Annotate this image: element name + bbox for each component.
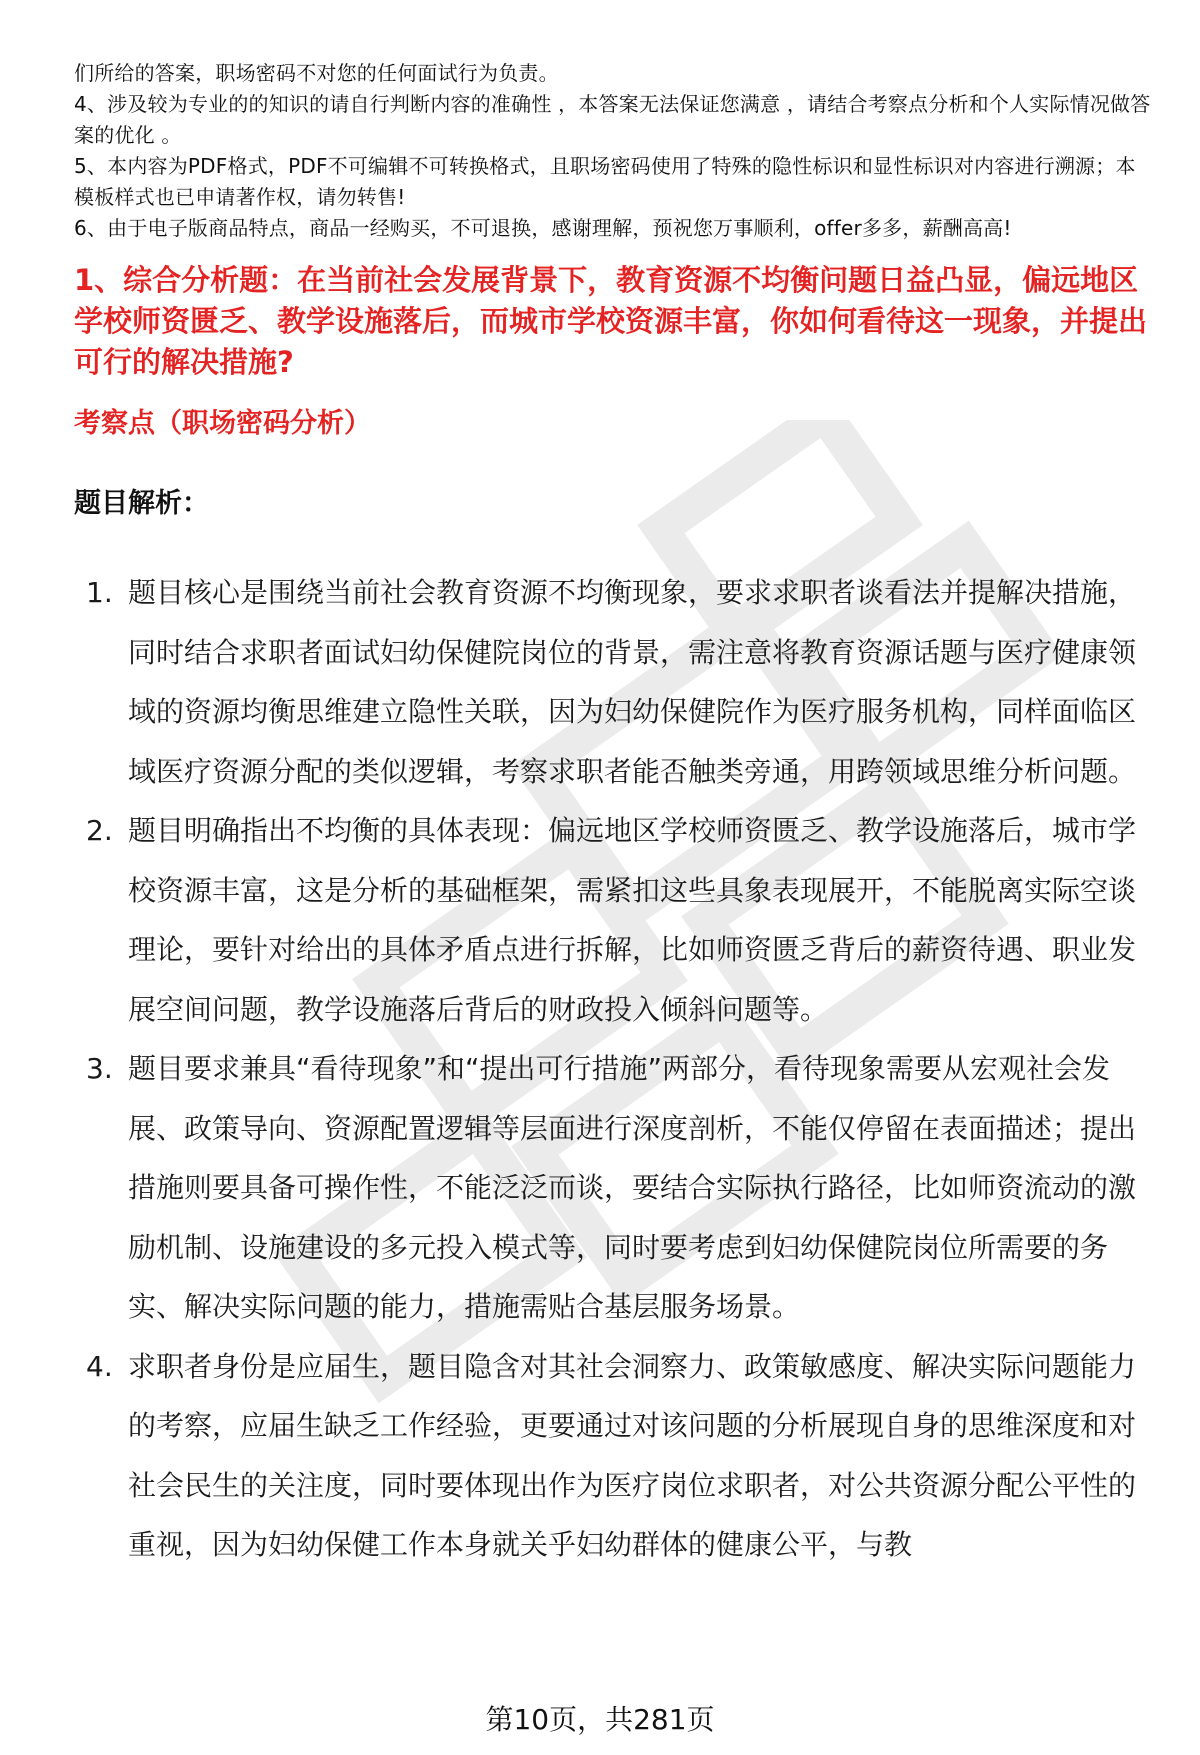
analysis-item-number: 4. <box>86 1349 113 1383</box>
analysis-item <box>74 563 1154 801</box>
analysis-item-text: 题目要求兼具“看待现象”和“提出可行措施”两部分，看待现象需要从宏观社会发展、政策导向、资源配置逻辑等层面进行深度剖析，不能仅停留在表面描述；提出措施则要具备可操作性，不能泛泛而谈，要结合实际执行路径，比如师资流动的激励机制、设施建设的多元投入模式等，同时要考虑到妇幼保健院岗位所需要的务实、解决实际问题的能力，措施需贴合基层服务场景。 <box>128 1052 1137 1323</box>
notice-line: 们所给的答案，职场密码不对您的任何面试行为负责。 <box>74 61 559 85</box>
analysis-item-text: 题目核心是围绕当前社会教育资源不均衡现象，要求求职者谈看法并提解决措施，同时结合求职者面试妇幼保健院岗位的背景，需注意将教育资源话题与医疗健康领域的资源均衡思维建立隐性关联，因为妇幼保健院作为医疗服务机构，同样面临区域医疗资源分配的类似逻辑，考察求职者能否触类旁通，用跨领域思维分析问题。 <box>128 576 1137 788</box>
notice-line: 4、涉及较为专业的的知识的请自行判断内容的准确性 ，本答案无法保证您满意 ，请结合考察点分析和个人实际情况做答案的优化 。 <box>74 92 1151 147</box>
notice-line: 6、由于电子版商品特点，商品一经购买，不可退换，感谢理解，预祝您万事顺利，offer多多，薪酬高高! <box>74 216 1012 240</box>
question-heading: 1、综合分析题：在当前社会发展背景下，教育资源不均衡问题日益凸显，偏远地区学校师资匮乏、教学设施落后，而城市学校资源丰富，你如何看待这一现象，并提出可行的解决措施? <box>74 263 1148 379</box>
analysis-item-text: 求职者身份是应届生，题目隐含对其社会洞察力、政策敏感度、解决实际问题能力的考察，应届生缺乏工作经验，更要通过对该问题的分析展现自身的思维深度和对社会民生的关注度，同时要体现出作为医疗岗位求职者，对公共资源分配公平性的重视，因为妇幼保健工作本身就关乎妇幼群体的健康公平，与教 <box>128 1349 1137 1561</box>
analysis-item-number: 1. <box>86 576 113 609</box>
notice-block <box>74 58 1154 244</box>
analysis-item <box>74 1337 1154 1575</box>
analysis-item <box>74 801 1154 1039</box>
analysis-item-number: 2. <box>86 814 113 847</box>
analysis-item <box>74 1039 1154 1337</box>
kaocha-heading: 考察点（职场密码分析） <box>74 408 371 439</box>
analysis-item-text: 题目明确指出不均衡的具体表现：偏远地区学校师资匮乏、教学设施落后，城市学校资源丰富，这是分析的基础框架，需紧扣这些具象表现展开，不能脱离实际空谈理论，要针对给出的具体矛盾点进行拆解，比如师资匮乏背后的薪资待遇、职业发展空间问题，教学设施落后背后的财政投入倾斜问题等。 <box>128 814 1137 1026</box>
analysis-list <box>74 563 1154 1575</box>
page-footer: 第10页，共281页 <box>485 1703 715 1736</box>
notice-line: 5、本内容为PDF格式，PDF不可编辑不可转换格式，且职场密码使用了特殊的隐性标识和显性标识对内容进行溯源；本模板样式也已申请著作权，请勿转售! <box>74 154 1136 209</box>
analysis-item-number: 3. <box>86 1052 113 1085</box>
jiexi-heading: 题目解析： <box>74 488 209 519</box>
content-area <box>74 58 1154 1575</box>
